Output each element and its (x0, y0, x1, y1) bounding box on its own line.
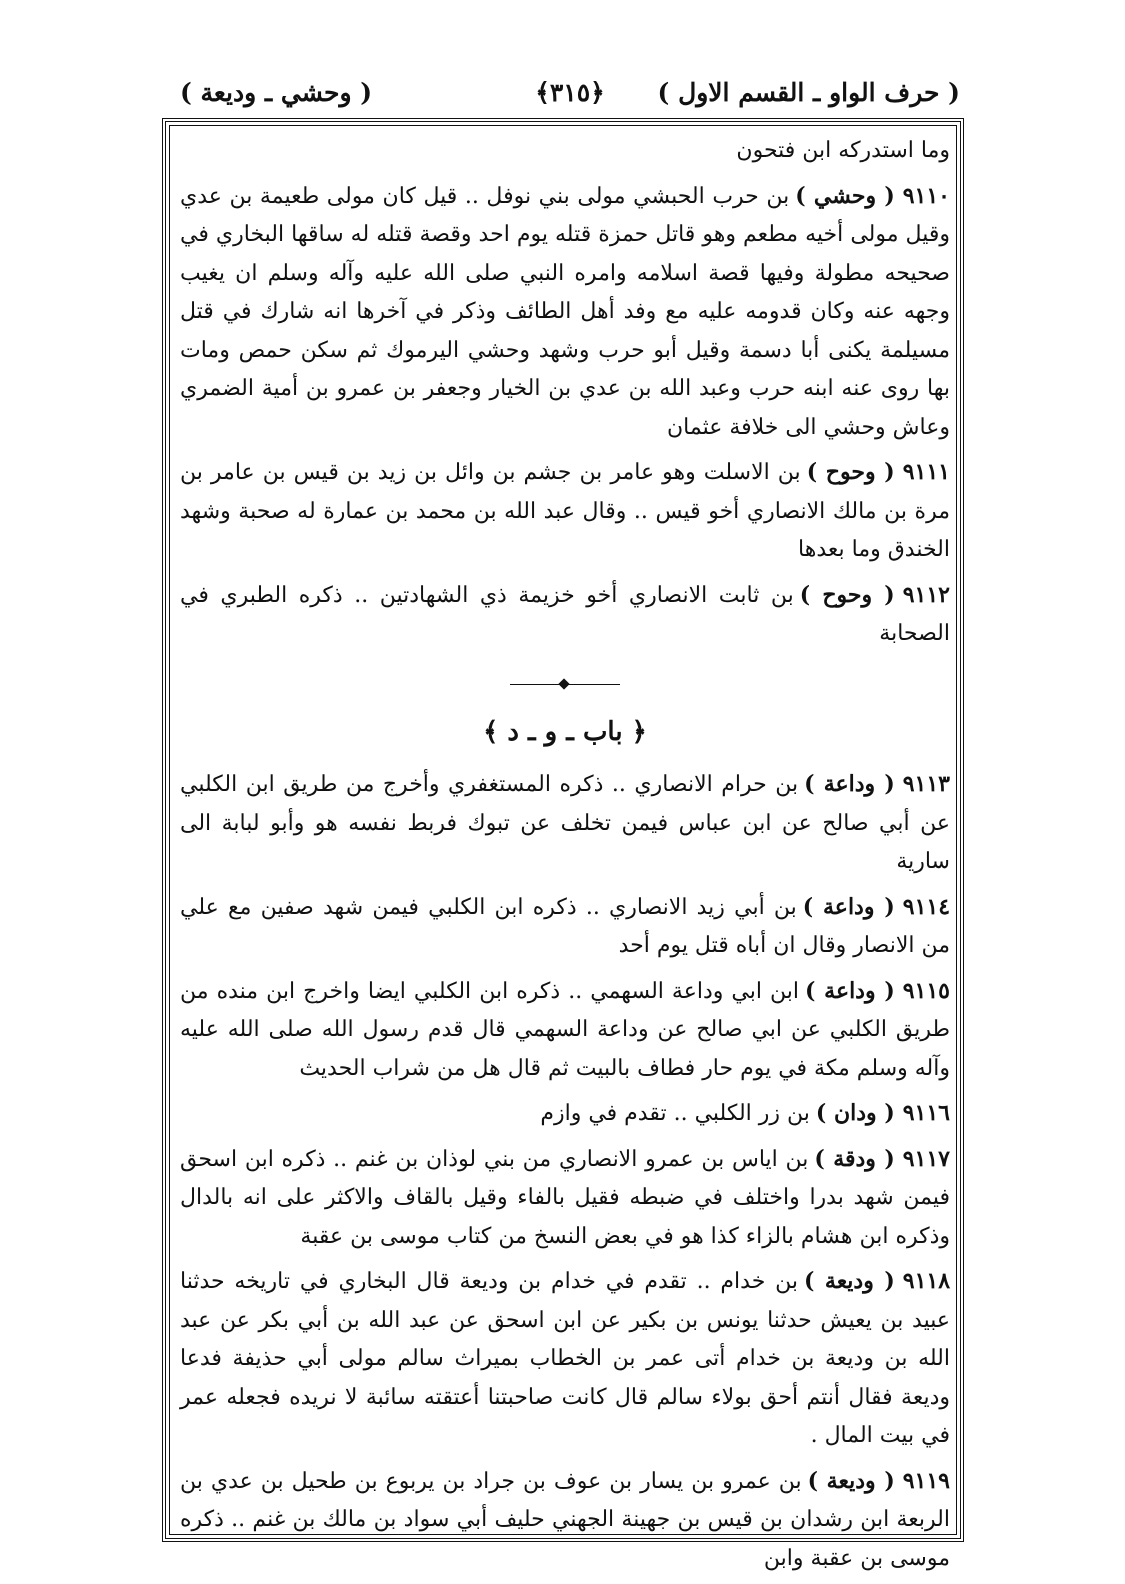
entry-9116 (180, 1094, 950, 1134)
entry-number: ٩١١٣ (902, 771, 950, 797)
entry-9119 (180, 1462, 950, 1579)
entry-name: ( وداعة ) (802, 893, 895, 920)
entry-number: ٩١١٠ (902, 182, 950, 209)
entry-9113 (180, 765, 950, 882)
entry-number: ٩١١٥ (902, 977, 950, 1004)
entry-number: ٩١١٤ (902, 893, 951, 920)
entry-name: ( وداعة ) (805, 977, 895, 1004)
entry-number: ٩١١٩ (902, 1467, 950, 1494)
entry-text: بن زر الكلبي .. تقدم في وازم (540, 1101, 810, 1126)
entry-9118 (180, 1262, 950, 1456)
entry-text: بن أبي زيد الانصاري .. ذكره ابن الكلبي فيمن شهد صفين مع علي من الانصار وقال ان أباه قتل يوم أحد (180, 894, 950, 958)
entry-number: ٩١١١ (902, 459, 950, 485)
section-divider (510, 684, 620, 685)
entry-name: ( وديعة ) (804, 1268, 895, 1294)
entry-text: بن عمرو بن يسار بن عوف بن جراد بن يربوع بن طحيل بن عدي بن الربعة ابن رشدان بن قيس بن جهينة الجهني حليف أبي سواد بن مالك بن غنم .. ذكره موسى بن عقبة وابن (180, 1468, 950, 1571)
entry-9111 (180, 453, 950, 570)
entry-text: بن الاسلت وهو عامر بن جشم بن وائل بن زيد بن قيس بن عامر بن مرة بن مالك الانصاري أخو قيس .. وقال عبد الله بن محمد بن عمارة له صحبة وشهد الخندق وما بعدها (180, 460, 950, 562)
section-title: ﴿ باب ـ و ـ د ﴾ (483, 716, 647, 747)
entry-number: ٩١١٨ (902, 1268, 951, 1294)
entry-number: ٩١١٢ (902, 581, 950, 608)
chapter-heading: ( حرف الواو ـ القسم الاول ) (657, 78, 960, 107)
entry-name: ( ودقة ) (814, 1145, 895, 1172)
entry-name: ( وديعة ) (807, 1467, 895, 1494)
entry-name: ( وحوح ) (799, 581, 895, 608)
page-header (180, 78, 960, 118)
entry-text: بن حرب الحبشي مولى بني نوفل .. قيل كان مولى طعيمة بن عدي وقيل مولى أخيه مطعم وهو قاتل حمزة قتله يوم احد وقصة قتله له ساقها البخاري في صحيحه مطولة وفيها قصة اسلامه وامره النبي صلى الله عليه وآله وسلم ان يغيب وجهه عنه وكان قدومه عليه مع وفد أهل الطائف وذكر في آخرها انه شارك في قتل مسيلمة يكنى أبا دسمة وقيل أبو حرب وشهد وحشي اليرموك ثم سكن حمص ومات بها روى عنه ابنه حرب وعبد الله بن عدي بن الخيار وجعفر بن عمرو بن أمية الضمري وعاش وحشي الى خلافة عثمان (180, 183, 950, 440)
entry-text: بن خدام .. تقدم في خدام بن وديعة قال البخاري في تاريخه حدثنا عبيد بن يعيش حدثنا يونس بن بكير عن ابن اسحق عن عبد الله بن أبي بكر عن عبد الله بن وديعة بن خدام أتى عمر بن الخطاب بميراث سالم مولى أبي حذيفة فدعا وديعة فقال أنتم أحق بولاء سالم قال كانت صاحبتنا أعتقته سائبة لا نريده فجعله عمر في بيت المال . (180, 1269, 950, 1448)
entry-text: ابن ابي وداعة السهمي .. ذكره ابن الكلبي ايضا واخرج ابن منده من طريق الكلبي عن ابي صالح عن وداعة السهمي قال قدم رسول الله صلى الله عليه وآله وسلم مكة في يوم حار فطاف بالبيت ثم قال هل من شراب الحديث (180, 978, 950, 1081)
entry-number: ٩١١٧ (902, 1145, 950, 1172)
entry-name: ( وحوح ) (806, 459, 895, 485)
entry-name: ( ودان ) (815, 1100, 895, 1126)
entry-9117 (180, 1140, 950, 1257)
page-body (180, 132, 950, 1584)
entry-9112 (180, 576, 950, 654)
entry-text: بن حرام الانصاري .. ذكره المستغفري وأخرج من طريق ابن الكلبي عن أبي صالح عن ابن عباس فيمن تخلف عن تبوك فربط نفسه هو وأبو لبابة الى سارية (180, 772, 950, 874)
entry-9110 (180, 177, 950, 448)
entry-range-heading: ( وحشي ـ وديعة ) (180, 78, 373, 107)
page-number: ﴿٣١٥﴾ (535, 78, 605, 107)
entry-text: بن ثابت الانصاري أخو خزيمة ذي الشهادتين .. ذكره الطبري في الصحابة (180, 582, 950, 646)
entry-name: ( وحشي ) (795, 182, 895, 209)
entry-9114 (180, 888, 950, 966)
entry-name: ( وداعة ) (804, 771, 895, 797)
entry-9115 (180, 972, 950, 1089)
continuation-line: وما استدركه ابن فتحون (736, 138, 950, 163)
entry-text: بن اياس بن عمرو الانصاري من بني لوذان بن غنم .. ذكره ابن اسحق فيمن شهد بدرا واختلف في ضبطه فقيل بالفاء وقيل بالقاف والاكثر على انه بالدال وذكره ابن هشام بالزاء كذا هو في بعض النسخ من كتاب موسى بن عقبة (180, 1146, 950, 1249)
entry-number: ٩١١٦ (902, 1100, 950, 1126)
